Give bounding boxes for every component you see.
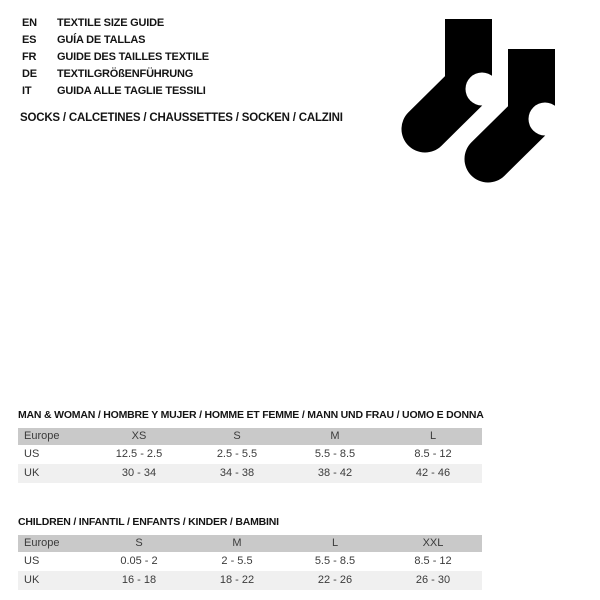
language-row [22, 32, 209, 49]
language-code: FR [22, 51, 37, 63]
size-table [18, 535, 482, 590]
language-label: GUÍA DE TALLAS [57, 34, 146, 46]
column-header: L [429, 430, 437, 442]
column-header: M [330, 430, 340, 442]
size-cell: 0.05 - 2 [120, 555, 158, 567]
children-size-table [18, 516, 482, 590]
language-label: TEXTILGRÖßENFÜHRUNG [57, 68, 194, 80]
column-header: Europe [24, 537, 60, 549]
column-header: XS [131, 430, 147, 442]
column-header: L [331, 537, 339, 549]
language-label: TEXTILE SIZE GUIDE [57, 17, 165, 29]
size-cell: 22 - 26 [317, 574, 353, 586]
region-label: US [24, 555, 40, 567]
size-cell: 8.5 - 12 [414, 448, 452, 460]
region-label: UK [24, 467, 40, 479]
socks-icon [390, 0, 600, 190]
table-row [18, 552, 482, 571]
size-cell: 2 - 5.5 [221, 555, 253, 567]
size-cell: 30 - 34 [121, 467, 157, 479]
table-row [18, 445, 482, 464]
size-cell: 8.5 - 12 [414, 555, 452, 567]
size-cell: 16 - 18 [121, 574, 157, 586]
size-cell: 38 - 42 [317, 467, 353, 479]
language-row [22, 83, 209, 100]
table-title: CHILDREN / INFANTIL / ENFANTS / KINDER / BAMBINI [18, 516, 279, 528]
language-code: EN [22, 17, 37, 29]
size-cell: 12.5 - 2.5 [115, 448, 163, 460]
region-label: US [24, 448, 40, 460]
size-table [18, 428, 482, 483]
language-label: GUIDE DES TAILLES TEXTILE [57, 51, 209, 63]
size-cell: 42 - 46 [415, 467, 451, 479]
column-header: S [233, 430, 241, 442]
language-list [22, 15, 209, 100]
column-header: Europe [24, 430, 60, 442]
table-row [18, 571, 482, 590]
column-header: XXL [422, 537, 444, 549]
language-code: IT [22, 85, 32, 97]
table-header-row [18, 535, 482, 552]
adult-size-table [18, 409, 482, 483]
column-header: M [232, 537, 242, 549]
size-cell: 18 - 22 [219, 574, 255, 586]
category-line: SOCKS / CALCETINES / CHAUSSETTES / SOCKEN / CALZINI [20, 112, 343, 124]
size-cell: 34 - 38 [219, 467, 255, 479]
language-code: DE [22, 68, 37, 80]
size-cell: 26 - 30 [415, 574, 451, 586]
size-cell: 5.5 - 8.5 [314, 555, 356, 567]
size-cell: 2.5 - 5.5 [216, 448, 258, 460]
language-label: GUIDA ALLE TAGLIE TESSILI [57, 85, 206, 97]
language-code: ES [22, 34, 37, 46]
table-row [18, 464, 482, 483]
table-header-row [18, 428, 482, 445]
column-header: S [135, 537, 143, 549]
region-label: UK [24, 574, 40, 586]
language-row [22, 66, 209, 83]
language-row [22, 49, 209, 66]
size-cell: 5.5 - 8.5 [314, 448, 356, 460]
language-row [22, 15, 209, 32]
table-title: MAN & WOMAN / HOMBRE Y MUJER / HOMME ET FEMME / MANN UND FRAU / UOMO E DONNA [18, 409, 484, 421]
